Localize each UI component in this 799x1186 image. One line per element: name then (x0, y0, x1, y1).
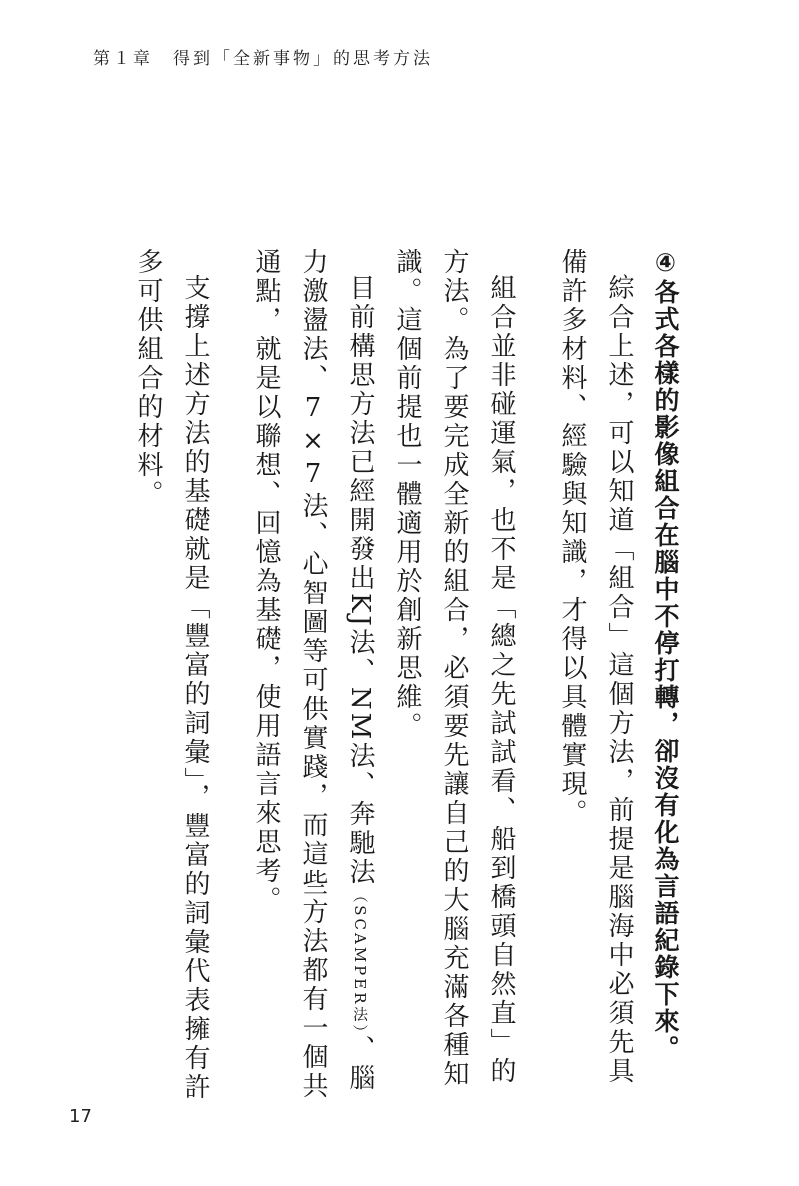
paragraph-3-part-2: 法、 (345, 628, 375, 687)
paragraph-1: 綜合上述，可以知道「組合」這個方法，前提是腦海中必須先具備許多材料、經驗與知識，才得以具體實現。 (557, 248, 634, 1086)
paragraph-3-part-4: 、腦力激盪法、7×7法、心智圖等可供實踐，而這些方法都有一個共通點，就是以聯想、回憶為基礎，使用語言來思考。 (251, 248, 375, 1101)
running-header-chapter-title: 第１章 得到「全新事物」的思考方法 (93, 49, 433, 69)
paragraph-3 (242, 248, 383, 1108)
page-number: 17 (69, 1106, 92, 1127)
nm-method-abbrev: NM (345, 686, 375, 743)
paragraph-4: 支撐上述方法的基礎就是「豐富的詞彙」，豐富的詞彙代表擁有許多可供組合的材料。 (133, 248, 210, 1102)
body-text (100, 248, 689, 1108)
kj-method-abbrev: KJ (345, 593, 375, 629)
section-heading: ④各式各樣的影像組合在腦中不停打轉，卻沒有化為言語紀錄下來。 (651, 248, 680, 1062)
scamper-note: （SCAMPER法） (351, 887, 369, 1036)
paragraph-3-part-1: 目前構思方法已經開發出 (345, 274, 375, 593)
paragraph-2: 組合並非碰運氣，也不是「總之先試試看、船到橋頭自然直」的方法。為了要完成全新的組合，必須要先讓自己的大腦充滿各種知識。這個前提也一體適用於創新思維。 (392, 248, 516, 1089)
paragraph-3-part-3: 法、奔馳法 (345, 742, 375, 888)
